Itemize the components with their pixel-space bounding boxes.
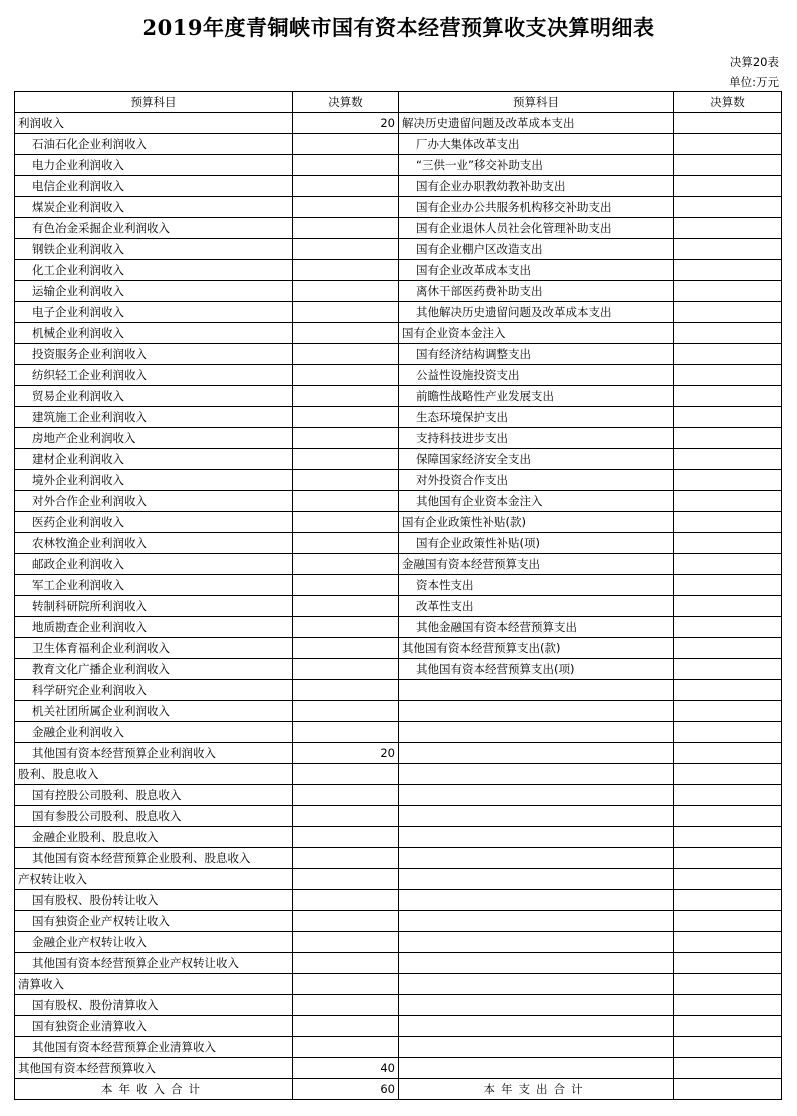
expense-subject-cell	[399, 701, 674, 722]
income-subject-cell: 建筑施工企业利润收入	[15, 407, 293, 428]
income-subject-cell: 金融企业产权转让收入	[15, 932, 293, 953]
income-subject-cell: 卫生体育福利企业利润收入	[15, 638, 293, 659]
expense-amount-cell	[674, 869, 782, 890]
table-row	[15, 974, 782, 995]
income-amount-cell	[293, 827, 399, 848]
income-amount-cell	[293, 407, 399, 428]
expense-amount-cell	[674, 680, 782, 701]
expense-subject-cell: 其他国有资本经营预算支出(项)	[399, 659, 674, 680]
expense-amount-cell	[674, 848, 782, 869]
expense-subject-cell	[399, 974, 674, 995]
income-subject-cell: 有色冶金采掘企业利润收入	[15, 218, 293, 239]
page-title: 2019年度青铜峡市国有资本经营预算收支决算明细表	[142, 15, 655, 40]
income-amount-cell	[293, 806, 399, 827]
income-amount-cell: 40	[293, 1058, 399, 1079]
table-row	[15, 617, 782, 638]
expense-subject-cell: 其他解决历史遗留问题及改革成本支出	[399, 302, 674, 323]
table-row	[15, 176, 782, 197]
table-row	[15, 155, 782, 176]
expense-subject-cell: 国有企业办职教幼教补助支出	[399, 176, 674, 197]
expense-subject-cell: 保障国家经济安全支出	[399, 449, 674, 470]
table-row	[15, 1016, 782, 1037]
expense-subject-cell: “三供一业”移交补助支出	[399, 155, 674, 176]
expense-subject-cell: 国有企业办公共服务机构移交补助支出	[399, 197, 674, 218]
income-amount-header: 决算数	[293, 92, 399, 113]
expense-subject-cell	[399, 911, 674, 932]
income-subject-cell: 产权转让收入	[15, 869, 293, 890]
expense-subject-cell: 资本性支出	[399, 575, 674, 596]
income-amount-cell	[293, 953, 399, 974]
income-subject-cell: 电子企业利润收入	[15, 302, 293, 323]
income-subject-cell: 国有独资企业产权转让收入	[15, 911, 293, 932]
table-row	[15, 743, 782, 764]
expense-subject-cell: 国有企业棚户区改造支出	[399, 239, 674, 260]
income-subject-header: 预算科目	[15, 92, 293, 113]
table-row	[15, 197, 782, 218]
expense-amount-cell	[674, 512, 782, 533]
income-amount-cell	[293, 995, 399, 1016]
income-amount-cell	[293, 659, 399, 680]
table-row	[15, 785, 782, 806]
expense-amount-cell	[674, 344, 782, 365]
table-row	[15, 134, 782, 155]
table-row	[15, 407, 782, 428]
expense-subject-cell: 离休干部医药费补助支出	[399, 281, 674, 302]
income-subject-cell: 其他国有资本经营预算企业产权转让收入	[15, 953, 293, 974]
income-subject-cell: 医药企业利润收入	[15, 512, 293, 533]
income-subject-cell: 境外企业利润收入	[15, 470, 293, 491]
income-amount-cell	[293, 260, 399, 281]
expense-subject-cell	[399, 722, 674, 743]
expense-amount-cell	[674, 470, 782, 491]
income-subject-cell: 钢铁企业利润收入	[15, 239, 293, 260]
expense-amount-cell	[674, 491, 782, 512]
table-row	[15, 869, 782, 890]
expense-subject-cell: 前瞻性战略性产业发展支出	[399, 386, 674, 407]
income-amount-cell	[293, 722, 399, 743]
table-row	[15, 764, 782, 785]
income-amount-cell	[293, 701, 399, 722]
income-amount-cell	[293, 617, 399, 638]
income-amount-cell	[293, 491, 399, 512]
table-row	[15, 659, 782, 680]
expense-subject-cell: 国有企业改革成本支出	[399, 260, 674, 281]
table-row	[15, 533, 782, 554]
expense-amount-cell	[674, 197, 782, 218]
income-subject-cell: 建材企业利润收入	[15, 449, 293, 470]
income-amount-cell	[293, 218, 399, 239]
expense-amount-cell	[674, 407, 782, 428]
expense-subject-cell: 其他国有企业资本金注入	[399, 491, 674, 512]
expense-amount-cell	[674, 155, 782, 176]
expense-subject-cell	[399, 869, 674, 890]
income-amount-cell	[293, 323, 399, 344]
income-subject-cell: 教育文化广播企业利润收入	[15, 659, 293, 680]
income-amount-cell	[293, 764, 399, 785]
expense-amount-cell	[674, 575, 782, 596]
income-subject-cell: 转制科研院所利润收入	[15, 596, 293, 617]
income-amount-cell	[293, 869, 399, 890]
expense-subject-cell	[399, 995, 674, 1016]
table-row	[15, 218, 782, 239]
income-subject-cell: 其他国有资本经营预算企业清算收入	[15, 1037, 293, 1058]
expense-amount-cell	[674, 953, 782, 974]
income-subject-cell: 金融企业股利、股息收入	[15, 827, 293, 848]
income-amount-cell	[293, 785, 399, 806]
income-subject-cell: 国有独资企业清算收入	[15, 1016, 293, 1037]
expense-amount-cell	[674, 281, 782, 302]
expense-subject-cell	[399, 743, 674, 764]
expense-total-value	[674, 1079, 782, 1100]
expense-subject-cell	[399, 827, 674, 848]
expense-subject-cell: 其他国有资本经营预算支出(款)	[399, 638, 674, 659]
income-subject-cell: 利润收入	[15, 113, 293, 134]
income-subject-cell: 贸易企业利润收入	[15, 386, 293, 407]
table-row	[15, 575, 782, 596]
expense-subject-cell: 国有企业退休人员社会化管理补助支出	[399, 218, 674, 239]
table-row	[15, 239, 782, 260]
expense-amount-cell	[674, 659, 782, 680]
expense-amount-cell	[674, 785, 782, 806]
income-subject-cell: 国有控股公司股利、股息收入	[15, 785, 293, 806]
table-row	[15, 596, 782, 617]
table-row	[15, 1058, 782, 1079]
table-row	[15, 428, 782, 449]
expense-amount-cell	[674, 386, 782, 407]
table-row	[15, 680, 782, 701]
income-subject-cell: 其他国有资本经营预算企业利润收入	[15, 743, 293, 764]
expense-subject-cell: 国有企业资本金注入	[399, 323, 674, 344]
expense-subject-cell: 对外投资合作支出	[399, 470, 674, 491]
expense-amount-cell	[674, 890, 782, 911]
income-total-label: 本年收入合计	[15, 1079, 293, 1100]
table-row	[15, 386, 782, 407]
expense-amount-cell	[674, 533, 782, 554]
table-row	[15, 260, 782, 281]
total-row	[15, 1079, 782, 1100]
expense-subject-cell	[399, 806, 674, 827]
table-row	[15, 911, 782, 932]
income-subject-cell: 国有股权、股份转让收入	[15, 890, 293, 911]
income-subject-cell: 机械企业利润收入	[15, 323, 293, 344]
table-row	[15, 701, 782, 722]
expense-amount-cell	[674, 932, 782, 953]
income-amount-cell	[293, 155, 399, 176]
expense-subject-cell	[399, 953, 674, 974]
expense-amount-cell	[674, 722, 782, 743]
income-subject-cell: 煤炭企业利润收入	[15, 197, 293, 218]
income-amount-cell	[293, 596, 399, 617]
expense-subject-cell	[399, 1037, 674, 1058]
income-subject-cell: 军工企业利润收入	[15, 575, 293, 596]
income-amount-cell	[293, 911, 399, 932]
income-subject-cell: 其他国有资本经营预算收入	[15, 1058, 293, 1079]
expense-amount-cell	[674, 911, 782, 932]
income-amount-cell	[293, 470, 399, 491]
expense-subject-cell: 厂办大集体改革支出	[399, 134, 674, 155]
budget-table	[14, 91, 782, 1100]
expense-subject-cell	[399, 785, 674, 806]
income-amount-cell	[293, 974, 399, 995]
expense-subject-cell	[399, 1016, 674, 1037]
income-amount-cell	[293, 239, 399, 260]
income-subject-cell: 其他国有资本经营预算企业股利、股息收入	[15, 848, 293, 869]
expense-amount-cell	[674, 764, 782, 785]
expense-amount-cell	[674, 176, 782, 197]
income-subject-cell: 金融企业利润收入	[15, 722, 293, 743]
expense-amount-cell	[674, 1016, 782, 1037]
income-amount-cell	[293, 533, 399, 554]
income-amount-cell	[293, 512, 399, 533]
expense-total-label: 本年支出合计	[399, 1079, 674, 1100]
income-amount-cell	[293, 638, 399, 659]
expense-subject-cell	[399, 848, 674, 869]
expense-amount-cell	[674, 449, 782, 470]
income-subject-cell: 化工企业利润收入	[15, 260, 293, 281]
income-subject-cell: 机关社团所属企业利润收入	[15, 701, 293, 722]
table-row	[15, 323, 782, 344]
table-row	[15, 1037, 782, 1058]
table-row	[15, 932, 782, 953]
unit-label: 单位:万元	[729, 75, 779, 89]
expense-amount-cell	[674, 323, 782, 344]
income-amount-cell	[293, 176, 399, 197]
expense-subject-cell: 解决历史遗留问题及改革成本支出	[399, 113, 674, 134]
income-subject-cell: 国有参股公司股利、股息收入	[15, 806, 293, 827]
expense-amount-cell	[674, 1058, 782, 1079]
expense-subject-cell: 国有企业政策性补贴(款)	[399, 512, 674, 533]
table-row	[15, 722, 782, 743]
table-row	[15, 344, 782, 365]
expense-subject-cell: 改革性支出	[399, 596, 674, 617]
income-subject-cell: 运输企业利润收入	[15, 281, 293, 302]
expense-amount-cell	[674, 365, 782, 386]
income-amount-cell	[293, 680, 399, 701]
income-amount-cell	[293, 281, 399, 302]
income-subject-cell: 电力企业利润收入	[15, 155, 293, 176]
expense-amount-cell	[674, 134, 782, 155]
expense-amount-cell	[674, 743, 782, 764]
expense-amount-cell	[674, 638, 782, 659]
income-subject-cell: 电信企业利润收入	[15, 176, 293, 197]
income-amount-cell	[293, 386, 399, 407]
table-row	[15, 281, 782, 302]
income-subject-cell: 纺织轻工企业利润收入	[15, 365, 293, 386]
expense-amount-cell	[674, 995, 782, 1016]
income-amount-cell	[293, 449, 399, 470]
table-row	[15, 512, 782, 533]
income-amount-cell	[293, 134, 399, 155]
expense-amount-cell	[674, 806, 782, 827]
expense-amount-cell	[674, 554, 782, 575]
expense-amount-cell	[674, 701, 782, 722]
table-row	[15, 302, 782, 323]
expense-subject-cell	[399, 764, 674, 785]
table-row	[15, 848, 782, 869]
table-row	[15, 638, 782, 659]
expense-subject-header: 预算科目	[399, 92, 674, 113]
expense-amount-cell	[674, 113, 782, 134]
table-row	[15, 470, 782, 491]
table-body	[15, 113, 782, 1079]
expense-subject-cell: 公益性设施投资支出	[399, 365, 674, 386]
table-row	[15, 365, 782, 386]
table-row	[15, 827, 782, 848]
expense-amount-cell	[674, 239, 782, 260]
income-total-value: 60	[293, 1079, 399, 1100]
income-subject-cell: 房地产企业利润收入	[15, 428, 293, 449]
table-row	[15, 113, 782, 134]
income-amount-cell	[293, 344, 399, 365]
expense-subject-cell: 金融国有资本经营预算支出	[399, 554, 674, 575]
table-row	[15, 890, 782, 911]
income-amount-cell	[293, 197, 399, 218]
table-code: 决算20表	[729, 55, 779, 69]
expense-subject-cell: 生态环境保护支出	[399, 407, 674, 428]
income-subject-cell: 科学研究企业利润收入	[15, 680, 293, 701]
header-row	[15, 92, 782, 113]
income-amount-cell	[293, 848, 399, 869]
income-amount-cell: 20	[293, 743, 399, 764]
expense-amount-cell	[674, 596, 782, 617]
income-subject-cell: 对外合作企业利润收入	[15, 491, 293, 512]
income-amount-cell	[293, 1037, 399, 1058]
income-subject-cell: 地质勘查企业利润收入	[15, 617, 293, 638]
expense-amount-cell	[674, 218, 782, 239]
income-subject-cell: 石油石化企业利润收入	[15, 134, 293, 155]
income-amount-cell	[293, 890, 399, 911]
expense-amount-cell	[674, 428, 782, 449]
income-subject-cell: 邮政企业利润收入	[15, 554, 293, 575]
income-amount-cell	[293, 932, 399, 953]
income-amount-cell	[293, 575, 399, 596]
expense-subject-cell: 支持科技进步支出	[399, 428, 674, 449]
expense-subject-cell	[399, 890, 674, 911]
expense-subject-cell: 国有经济结构调整支出	[399, 344, 674, 365]
income-subject-cell: 股利、股息收入	[15, 764, 293, 785]
table-row	[15, 554, 782, 575]
income-amount-cell	[293, 554, 399, 575]
expense-subject-cell	[399, 680, 674, 701]
income-amount-cell	[293, 428, 399, 449]
income-subject-cell: 清算收入	[15, 974, 293, 995]
expense-subject-cell	[399, 932, 674, 953]
income-amount-cell: 20	[293, 113, 399, 134]
expense-amount-cell	[674, 974, 782, 995]
expense-amount-header: 决算数	[674, 92, 782, 113]
income-subject-cell: 投资服务企业利润收入	[15, 344, 293, 365]
table-row	[15, 953, 782, 974]
table-row	[15, 449, 782, 470]
expense-amount-cell	[674, 617, 782, 638]
income-subject-cell: 国有股权、股份清算收入	[15, 995, 293, 1016]
expense-subject-cell	[399, 1058, 674, 1079]
income-amount-cell	[293, 365, 399, 386]
expense-subject-cell: 其他金融国有资本经营预算支出	[399, 617, 674, 638]
expense-amount-cell	[674, 1037, 782, 1058]
expense-amount-cell	[674, 302, 782, 323]
income-subject-cell: 农林牧渔企业利润收入	[15, 533, 293, 554]
income-amount-cell	[293, 302, 399, 323]
expense-amount-cell	[674, 260, 782, 281]
table-row	[15, 806, 782, 827]
table-row	[15, 491, 782, 512]
expense-amount-cell	[674, 827, 782, 848]
table-row	[15, 995, 782, 1016]
income-amount-cell	[293, 1016, 399, 1037]
expense-subject-cell: 国有企业政策性补贴(项)	[399, 533, 674, 554]
